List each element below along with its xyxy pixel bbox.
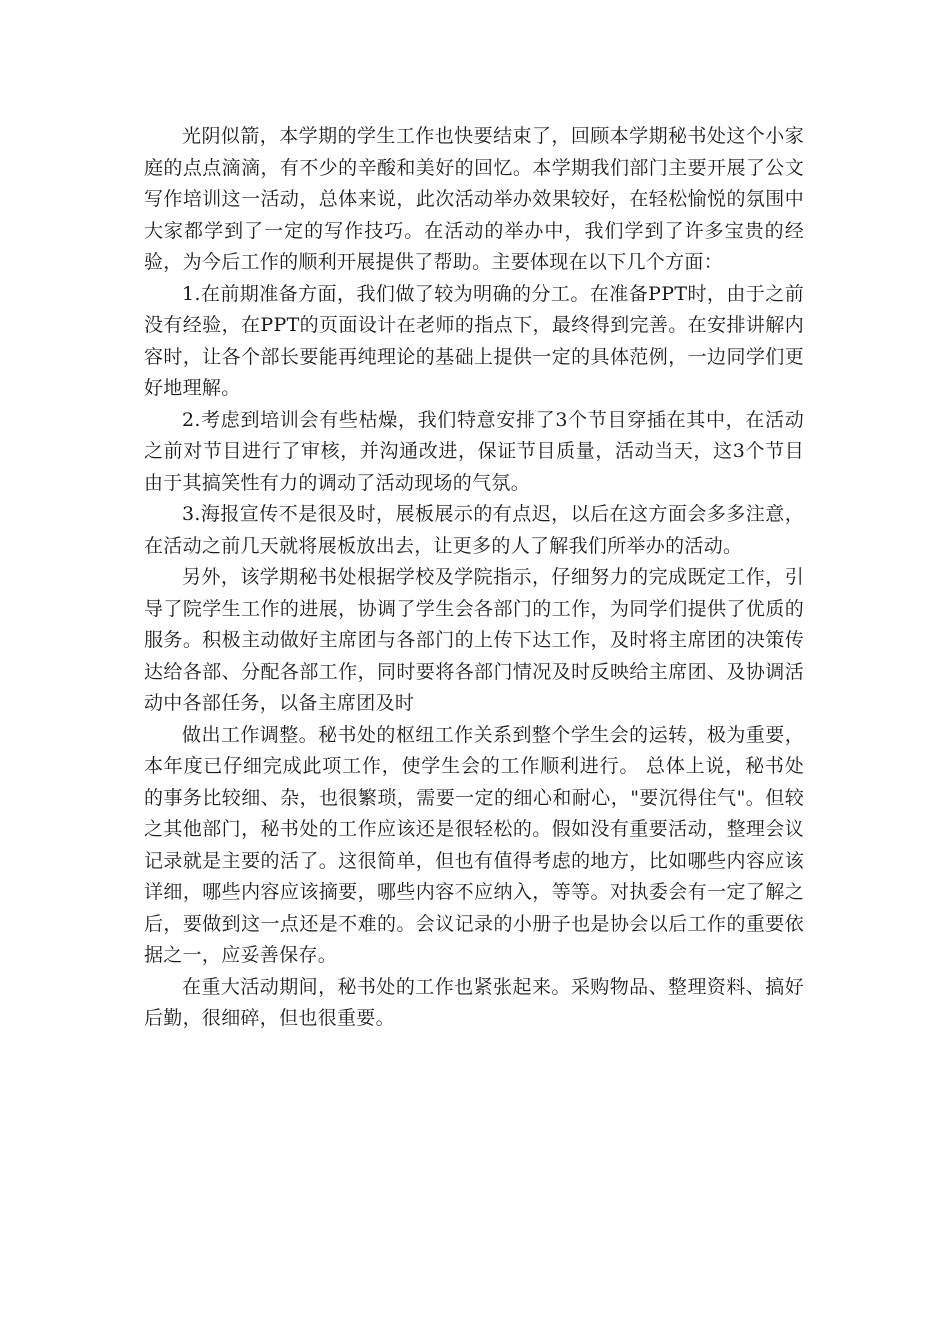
- paragraph-additional-work: 另外，该学期秘书处根据学校及学院指示，仔细努力的完成既定工作，引导了院学生工作的进展，协调了学生会各部门的工作，为同学们提供了优质的服务。积极主动做好主席团与各部门的上传下达工作，及时将主席团的决策传达给各部、分配各部工作，同时要将各部门情况及时反映给主席团、及协调活动中各部任务，以备主席团及时: [144, 566, 804, 714]
- document-page: [144, 121, 804, 1035]
- paragraph-point-3: 3.海报宣传不是很及时，展板展示的有点迟，以后在这方面会多多注意，在活动之前几天就将展板放出去，让更多的人了解我们所举办的活动。: [144, 503, 804, 557]
- paragraph-point-1: 1.在前期准备方面，我们做了较为明确的分工。在准备PPT时，由于之前没有经验，在PPT的页面设计在老师的指点下，最终得到完善。在安排讲解内容时，让各个部长要能再纯理论的基础上提供一定的具体范例，一边同学们更好地理解。: [144, 282, 804, 399]
- paragraph-intro: 光阴似箭，本学期的学生工作也快要结束了，回顾本学期秘书处这个小家庭的点点滴滴，有不少的辛酸和美好的回忆。本学期我们部门主要开展了公文写作培训这一活动，总体来说，此次活动举办效果较好，在轻松愉悦的氛围中大家都学到了一定的写作技巧。在活动的举办中，我们学到了许多宝贵的经验，为今后工作的顺利开展提供了帮助。主要体现在以下几个方面：: [144, 125, 804, 273]
- paragraph-major-events: 在重大活动期间，秘书处的工作也紧张起来。采购物品、整理资料、搞好后勤，很细碎，但也很重要。: [144, 975, 804, 1029]
- paragraph-summary: 做出工作调整。秘书处的枢纽工作关系到整个学生会的运转，极为重要，本年度已仔细完成此项工作，使学生会的工作顺利进行。 总体上说，秘书处的事务比较细、杂，也很繁琐，需要一定的细心和耐心，"要沉得住气"。但较之其他部门，秘书处的工作应该还是很轻松的。假如没有重要活动，整理会议记录就是主要的活了。这很简单，但也有值得考虑的地方，比如哪些内容应该详细，哪些内容应该摘要，哪些内容不应纳入，等等。对执委会有一定了解之后，要做到这一点还是不难的。会议记录的小册子也是协会以后工作的重要依据之一，应妥善保存。: [144, 723, 804, 966]
- paragraph-point-2: 2.考虑到培训会有些枯燥，我们特意安排了3个节目穿插在其中，在活动之前对节目进行了审核，并沟通改进，保证节目质量，活动当天，这3个节目由于其搞笑性有力的调动了活动现场的气氛。: [144, 408, 804, 494]
